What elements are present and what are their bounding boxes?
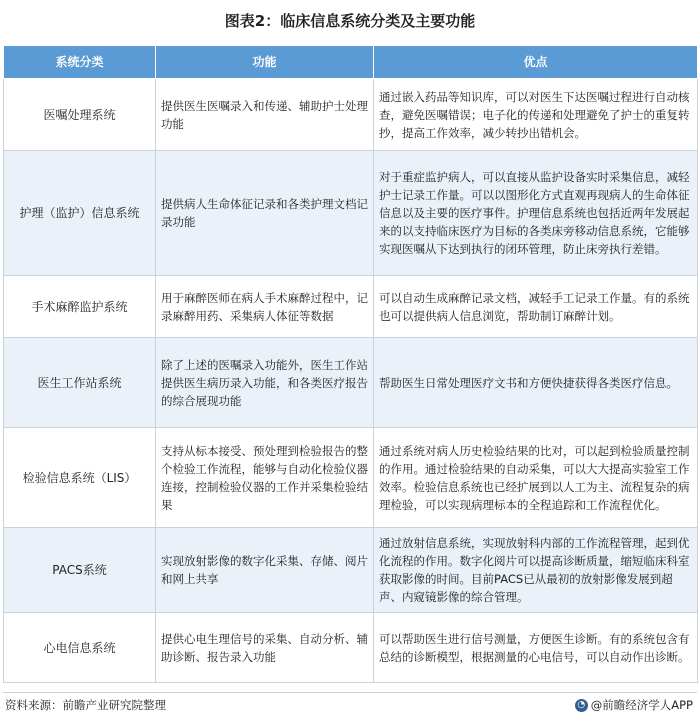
row-category: 手术麻醉监护系统	[4, 276, 156, 338]
system-table	[3, 45, 698, 683]
row-advantage: 通过放射信息系统，实现放射科内部的工作流程管理，起到优化流程的作用。数字化阅片可以提高诊断质量，缩短临床科室获取影像的时间。目前PACS已从最初的放射影像发展到超声、内窥镜影像的综合管理。	[374, 528, 698, 613]
header-category: 系统分类	[4, 46, 156, 79]
table-row	[4, 613, 698, 683]
qianzhan-logo-icon: ◔	[575, 699, 588, 712]
row-advantage: 可以自动生成麻醉记录文档，减轻手工记录工作量。有的系统也可以提供病人信息浏览，帮助制订麻醉计划。	[374, 276, 698, 338]
row-category: PACS系统	[4, 528, 156, 613]
row-function: 提供心电生理信号的采集、自动分析、辅助诊断、报告录入功能	[156, 613, 374, 683]
brand-credit	[575, 697, 693, 713]
row-category: 检验信息系统（LIS）	[4, 428, 156, 528]
row-function: 提供医生医嘱录入和传递、辅助护士处理功能	[156, 79, 374, 151]
brand-text: @前瞻经济学人APP	[590, 698, 693, 712]
row-function: 用于麻醉医师在病人手术麻醉过程中，记录麻醉用药、采集病人体征等数据	[156, 276, 374, 338]
row-function: 实现放射影像的数字化采集、存储、阅片和网上共享	[156, 528, 374, 613]
row-category: 医嘱处理系统	[4, 79, 156, 151]
table-row	[4, 151, 698, 276]
table-row	[4, 528, 698, 613]
row-function: 除了上述的医嘱录入功能外，医生工作站提供医生病历录入功能，和各类医疗报告的综合展现功能	[156, 338, 374, 428]
header-function: 功能	[156, 46, 374, 79]
footer	[3, 695, 697, 715]
table-row	[4, 79, 698, 151]
row-advantage: 对于重症监护病人，可以直接从监护设备实时采集信息，减轻护士记录工作量。可以以图形化方式直观再现病人的生命体征信息以及主要的医疗事件。护理信息系统也包括近两年发展起来的以支持临床医疗为目标的各类床旁移动信息系统，它能够实现医嘱从下达到执行的闭环管理，防止床旁执行差错。	[374, 151, 698, 276]
row-category: 医生工作站系统	[4, 338, 156, 428]
table-row	[4, 428, 698, 528]
row-advantage: 可以帮助医生进行信号测量，方便医生诊断。有的系统包含有总结的诊断模型，根据测量的心电信号，可以自动作出诊断。	[374, 613, 698, 683]
chart-title: 图表2：临床信息系统分类及主要功能	[224, 12, 476, 30]
row-category: 心电信息系统	[4, 613, 156, 683]
row-function: 提供病人生命体征记录和各类护理文档记录功能	[156, 151, 374, 276]
source-note: 资料来源：前瞻产业研究院整理	[5, 698, 166, 712]
table-header-row	[4, 46, 698, 79]
footer-divider	[3, 692, 697, 693]
header-advantage: 优点	[374, 46, 698, 79]
table-row	[4, 276, 698, 338]
row-category: 护理（监护）信息系统	[4, 151, 156, 276]
row-function: 支持从标本接受、预处理到检验报告的整个检验工作流程，能够与自动化检验仪器连接，控制检验仪器的工作并采集检验结果	[156, 428, 374, 528]
row-advantage: 帮助医生日常处理医疗文书和方便快捷获得各类医疗信息。	[374, 338, 698, 428]
row-advantage: 通过系统对病人历史检验结果的比对，可以起到检验质量控制的作用。通过检验结果的自动采集，可以大大提高实验室工作效率。检验信息系统也已经扩展到以人工为主、流程复杂的病理检验，可以实现病理标本的全程追踪和工作流程优化。	[374, 428, 698, 528]
row-advantage: 通过嵌入药品等知识库，可以对医生下达医嘱过程进行自动核查，避免医嘱错误；电子化的传递和处理避免了护士的重复转抄，提高工作效率，减少转抄出错机会。	[374, 79, 698, 151]
table-row	[4, 338, 698, 428]
